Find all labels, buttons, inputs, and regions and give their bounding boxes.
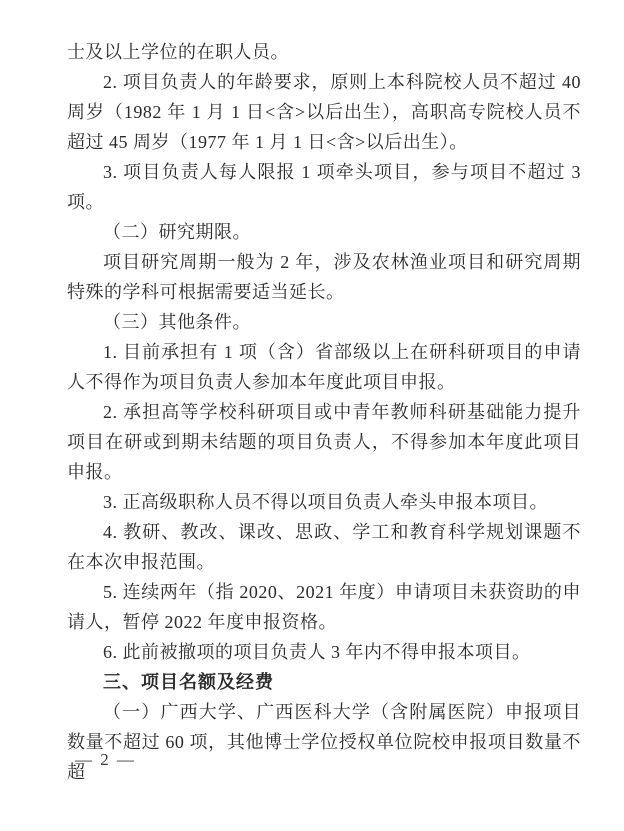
- section-heading: 三、项目名额及经费: [103, 672, 274, 692]
- paragraph: 项目研究周期一般为 2 年，涉及农林渔业项目和研究周期特殊的学科可根据需要适当延长。: [67, 252, 581, 302]
- paragraph: 3. 项目负责人每人限报 1 项牵头项目，参与项目不超过 3 项。: [67, 162, 581, 212]
- paragraph: （一）广西大学、广西医科大学（含附属医院）申报项目数量不超过 60 项，其他博士学位授权单位院校申报项目数量不超: [67, 702, 581, 782]
- paragraph: （二）研究期限。: [103, 222, 251, 242]
- paragraph: 5. 连续两年（指 2020、2021 年度）申请项目未获资助的申请人，暂停 2022 年度申报资格。: [67, 582, 581, 632]
- paragraph: 3. 正高级职称人员不得以项目负责人牵头申报本项目。: [103, 492, 548, 512]
- paragraph: 2. 承担高等学校科研项目或中青年教师科研基础能力提升项目在研或到期未结题的项目负责人，不得参加本年度此项目申报。: [67, 402, 581, 482]
- paragraph: 2. 项目负责人的年龄要求，原则上本科院校人员不超过 40 周岁（1982 年 1 月 1 日<含>以后出生），高职高专院校人员不超过 45 周岁（1977 年 1 月 1 日<含>以后出生）。: [67, 72, 581, 152]
- paragraph: 6. 此前被撤项的项目负责人 3 年内不得申报本项目。: [103, 642, 531, 662]
- paragraph: （三）其他条件。: [103, 312, 251, 332]
- document-body: [67, 37, 581, 787]
- page-number: — 2 —: [75, 750, 136, 769]
- paragraph: 1. 目前承担有 1 项（含）省部级以上在研科研项目的申请人不得作为项目负责人参加本年度此项目申报。: [67, 342, 581, 392]
- paragraph: 4. 教研、教改、课改、思政、学工和教育科学规划课题不在本次申报范围。: [67, 522, 581, 572]
- paragraph-continuation: 士及以上学位的在职人员。: [67, 42, 289, 62]
